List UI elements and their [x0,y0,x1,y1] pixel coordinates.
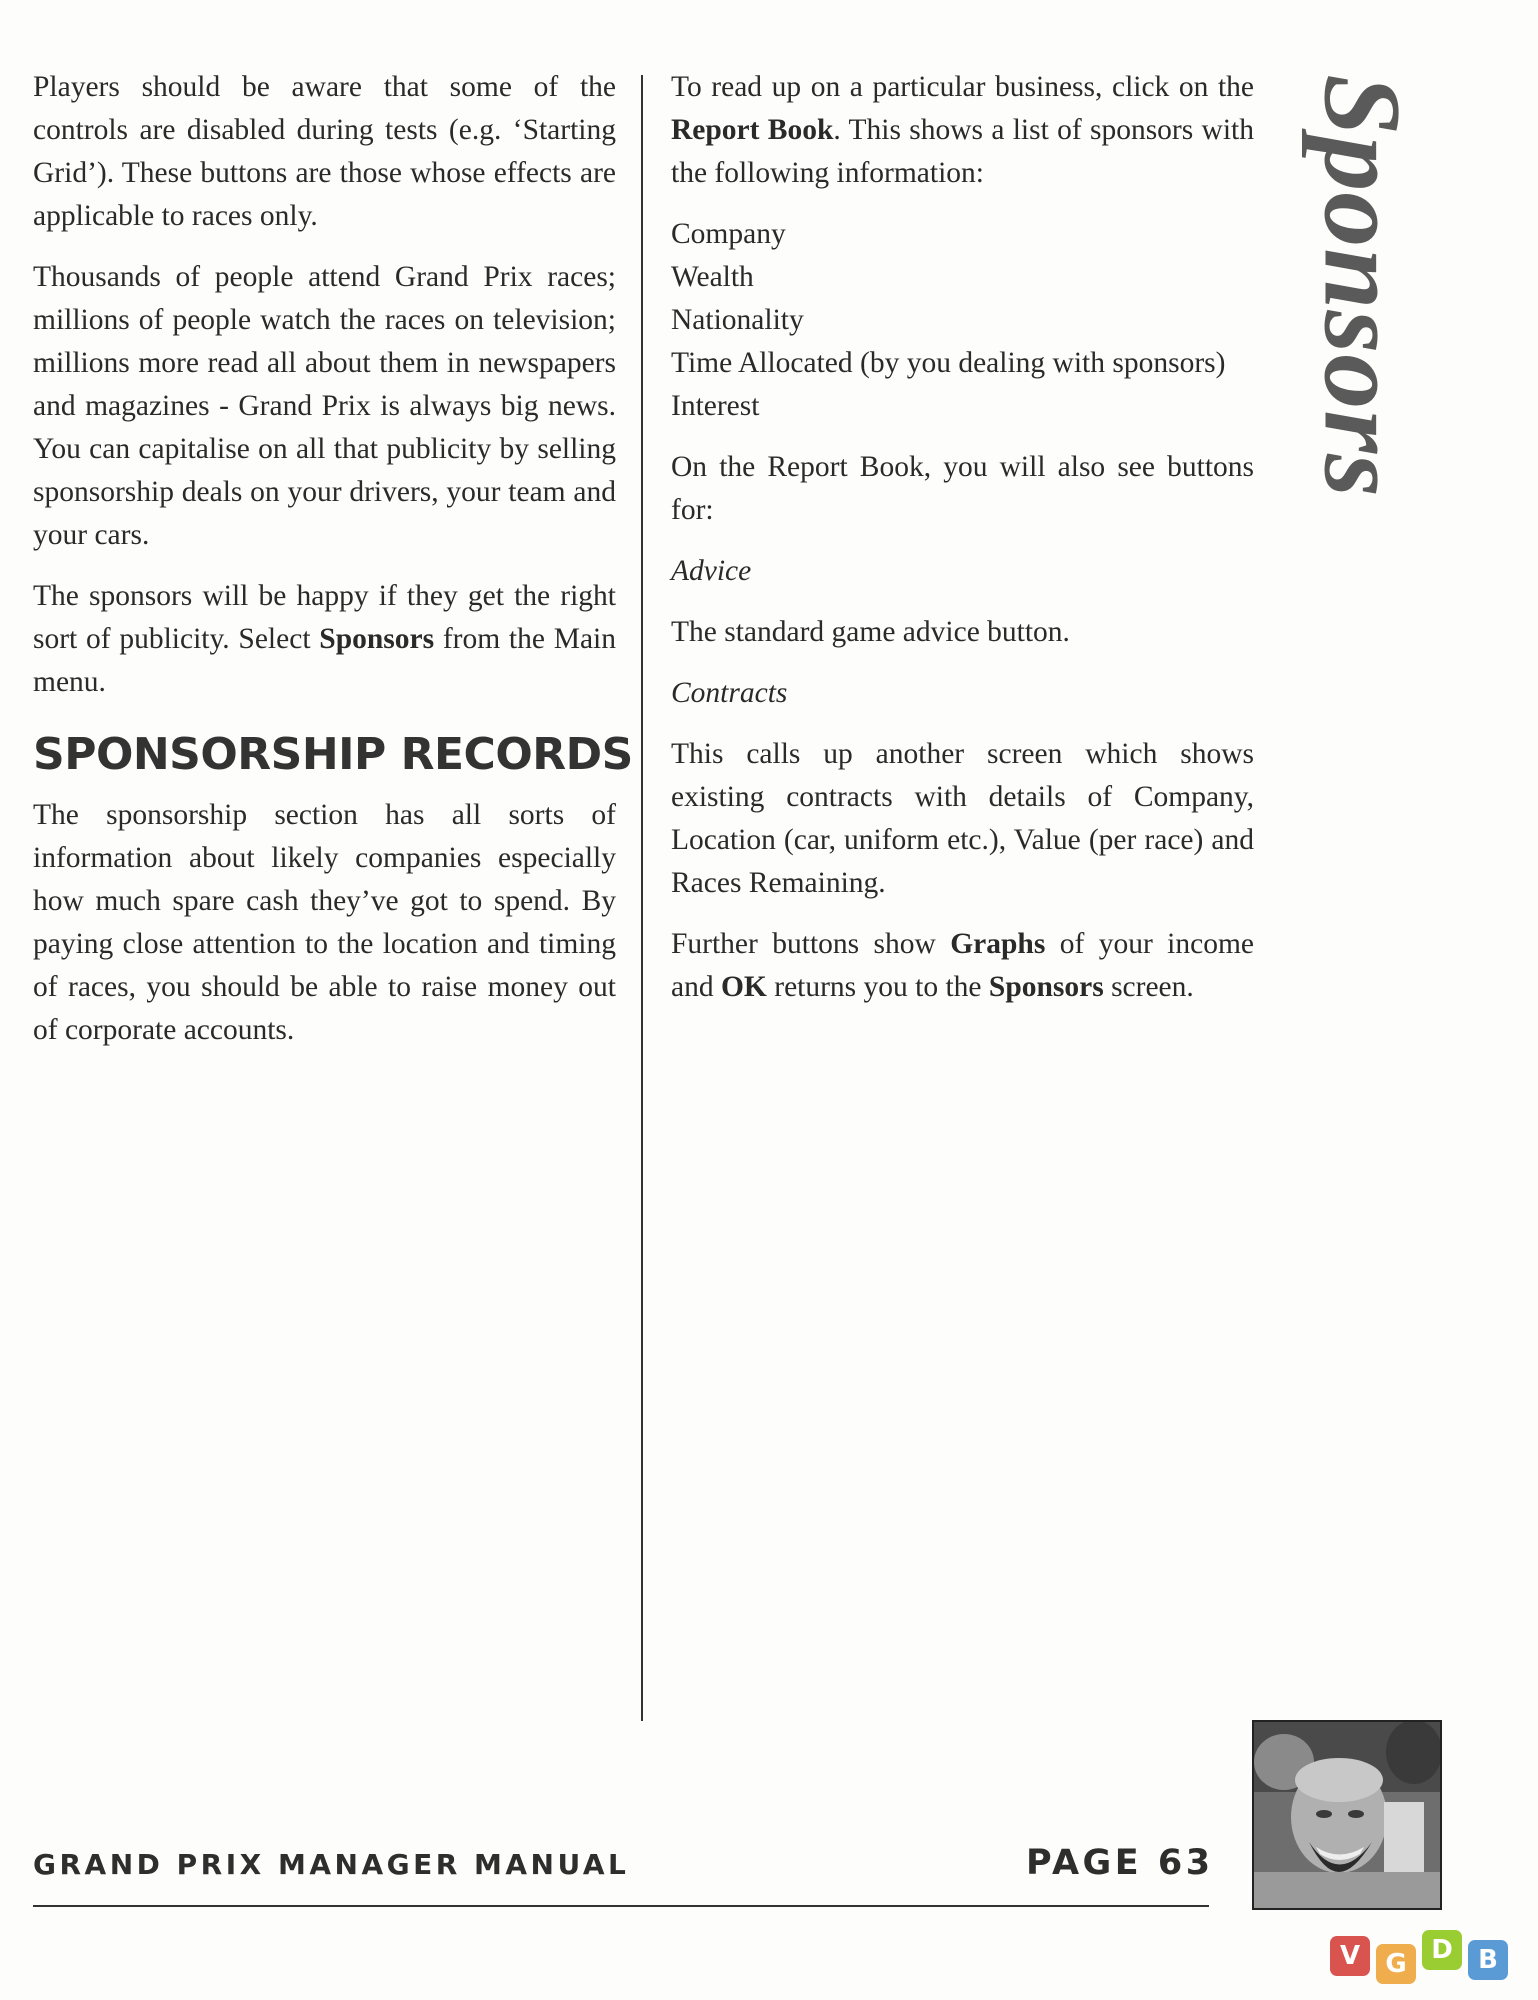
side-title-text: Sponsors [1301,74,1424,498]
list-item: Interest [671,390,760,422]
list-item: Company [671,218,786,250]
column-divider [641,75,643,1721]
section-heading: SPONSORSHIP RECORDS [33,729,633,780]
watermark-letter: V [1330,1936,1370,1976]
sponsors-screen-term: Sponsors [988,971,1104,1003]
page-number: PAGE 63 [1026,1843,1214,1883]
paragraph-sponsorship-section: The sponsorship section has all sorts of information about likely companies especially how much spare cash they’ve got to spend. By paying close attention to the location and timing of races, you should be able to raise money out of corporate accounts. [33,799,616,1046]
manual-title: GRAND PRIX MANAGER MANUAL [33,1848,630,1881]
advice-heading: Advice [671,555,752,587]
footer-rule [33,1905,1209,1907]
watermark-letter: B [1468,1940,1508,1980]
graphs-term: Graphs [950,928,1046,960]
contracts-heading: Contracts [671,677,788,709]
list-item: Wealth [671,261,754,293]
paragraph-further-buttons: Further buttons show Graphs of your income and OK returns you to the Sponsors screen. [671,928,1255,1003]
paragraph-test-controls: Players should be aware that some of the controls are disabled during tests (e.g. ‘Starting Grid’). These buttons are those whose effects are applicable to races only. [33,71,616,232]
info-list [671,213,1254,428]
vgdb-watermark [1330,1916,1530,1990]
advice-text: The standard game advice button. [671,616,1070,648]
paragraph-buttons-intro: On the Report Book, you will also see buttons for: [671,451,1254,526]
contracts-text: This calls up another screen which shows existing contracts with details of Company, Location (car, uniform etc.), Value (per race) and Races Remaining. [671,738,1254,899]
side-title [1262,76,1462,496]
watermark-letter: G [1376,1944,1416,1984]
sponsors-menu-term: Sponsors [319,623,435,655]
paragraph-publicity: Thousands of people attend Grand Prix races; millions of people watch the races on television; millions more read all about them in newspapers and magazines - Grand Prix is always big news. You can capitalise on all that publicity by selling sponsorship deals on your drivers, your team and your cars. [33,261,616,551]
ok-term: OK [720,971,767,1003]
driver-photo [1252,1720,1442,1910]
list-item: Nationality [671,304,804,336]
driver-portrait-icon [1254,1722,1440,1908]
watermark-letter: D [1422,1930,1462,1970]
paragraph-select-sponsors: The sponsors will be happy if they get the right sort of publicity. Select Sponsors from the Main menu. [33,580,616,698]
right-column [671,66,1254,1027]
left-column [33,66,633,1070]
list-item: Time Allocated (by you dealing with sponsors) [671,347,1226,379]
paragraph-report-book: To read up on a particular business, click on the Report Book. This shows a list of sponsors with the following information: [671,71,1254,189]
report-book-term: Report Book [671,114,834,146]
